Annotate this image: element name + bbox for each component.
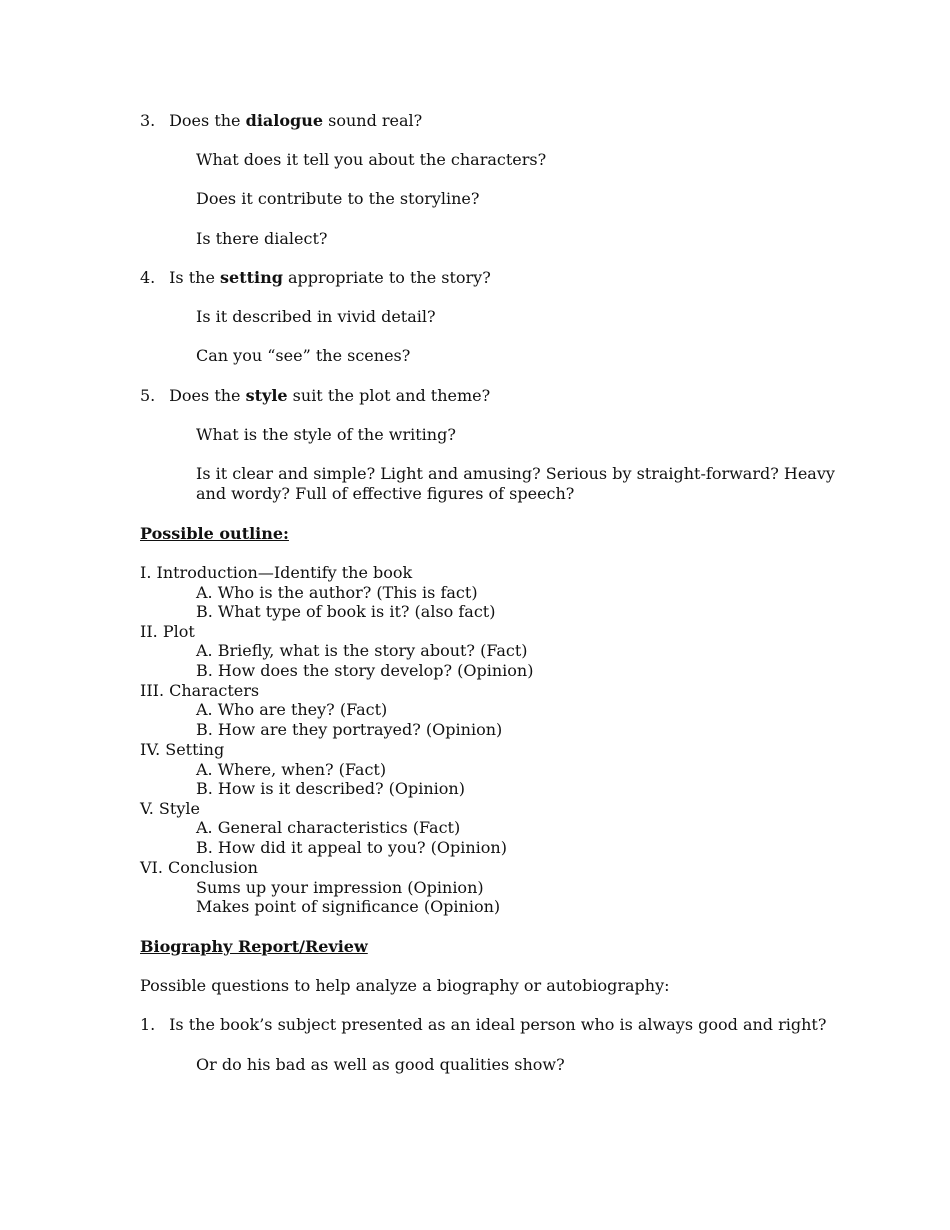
question-text-before: Does the bbox=[169, 111, 241, 130]
outline-subitem: B. What type of book is it? (also fact) bbox=[196, 602, 496, 621]
outline-item: I. Introduction—Identify the book bbox=[140, 563, 413, 582]
outline-item: V. Style bbox=[140, 799, 200, 818]
outline-subitem: B. How are they portrayed? (Opinion) bbox=[196, 720, 503, 739]
outline-subitem: A. Who is the author? (This is fact) bbox=[196, 583, 478, 602]
question-text-after: suit the plot and theme? bbox=[292, 386, 491, 405]
outline-subitem: B. How is it described? (Opinion) bbox=[196, 779, 465, 798]
sub-question: Or do his bad as well as good qualities show? bbox=[196, 1055, 565, 1074]
sub-question: Is it described in vivid detail? bbox=[196, 307, 436, 326]
question-number: 4. bbox=[140, 268, 156, 287]
question-text: Is the book’s subject presented as an ideal person who is always good and right? bbox=[169, 1015, 827, 1034]
outline-subitem: A. Where, when? (Fact) bbox=[196, 760, 387, 779]
biography-intro: Possible questions to help analyze a biography or autobiography: bbox=[140, 976, 670, 995]
biography-heading: Biography Report/Review bbox=[140, 937, 368, 956]
question-text-after: appropriate to the story? bbox=[287, 268, 491, 287]
sub-question: What does it tell you about the characters? bbox=[196, 150, 547, 169]
outline-subitem: B. How does the story develop? (Opinion) bbox=[196, 661, 534, 680]
outline-heading: Possible outline: bbox=[140, 524, 289, 543]
question-keyword: style bbox=[245, 386, 288, 405]
outline-subitem: A. General characteristics (Fact) bbox=[196, 818, 461, 837]
outline-item: VI. Conclusion bbox=[140, 858, 258, 877]
question-number: 3. bbox=[140, 111, 156, 130]
question-text-after: sound real? bbox=[328, 111, 423, 130]
sub-question: Can you “see” the scenes? bbox=[196, 346, 411, 365]
sub-question: What is the style of the writing? bbox=[196, 425, 456, 444]
question-keyword: dialogue bbox=[245, 111, 324, 130]
outline-subitem: A. Who are they? (Fact) bbox=[196, 700, 388, 719]
outline-item: II. Plot bbox=[140, 622, 195, 641]
question-4 bbox=[140, 268, 491, 288]
question-3 bbox=[140, 111, 422, 131]
sub-question: Is there dialect? bbox=[196, 229, 328, 248]
style-paragraph-line-1: Is it clear and simple? Light and amusing? Serious by straight-forward? Heavy bbox=[196, 464, 835, 483]
question-5 bbox=[140, 386, 490, 406]
outline-item: III. Characters bbox=[140, 681, 260, 700]
style-paragraph-line-2: and wordy? Full of effective figures of speech? bbox=[196, 484, 575, 503]
sub-question: Does it contribute to the storyline? bbox=[196, 189, 480, 208]
question-text-before: Is the bbox=[169, 268, 215, 287]
question-keyword: setting bbox=[220, 268, 283, 287]
question-number: 1. bbox=[140, 1015, 156, 1034]
outline-subitem: Sums up your impression (Opinion) bbox=[196, 878, 484, 897]
outline-subitem: A. Briefly, what is the story about? (Fact) bbox=[196, 641, 528, 660]
outline-subitem: B. How did it appeal to you? (Opinion) bbox=[196, 838, 507, 857]
question-number: 5. bbox=[140, 386, 156, 405]
outline-item: IV. Setting bbox=[140, 740, 225, 759]
outline-subitem: Makes point of significance (Opinion) bbox=[196, 897, 501, 916]
question-text-before: Does the bbox=[169, 386, 241, 405]
biography-question-1 bbox=[140, 1015, 826, 1035]
